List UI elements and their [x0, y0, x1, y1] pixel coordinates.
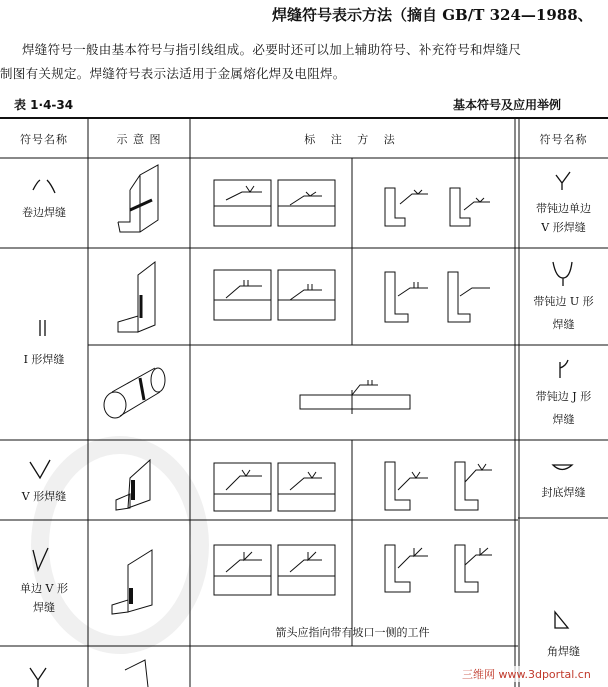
blunt-u-label-1: 带钝边 U 形 [533, 295, 594, 308]
page-title: 焊缝符号表示方法（摘自 GB/T 324—1988、 [272, 6, 593, 24]
blunt-j-label-1: 带钝边 J 形 [535, 390, 592, 403]
header-notation: 标 注 方 法 [304, 133, 401, 146]
bevel-weld-label-2: 焊缝 [33, 601, 55, 614]
fillet-symbol [555, 612, 568, 628]
header-symbol-name: 符号名称 [20, 133, 68, 146]
fillet-weld-label: 角焊缝 [547, 645, 580, 658]
backing-weld-label: 封底焊缝 [541, 486, 586, 499]
v-groove-weld-label: V 形焊缝 [21, 490, 67, 503]
blunt-u-label-2: 焊缝 [552, 318, 575, 331]
intro-line-2: 制图有关规定。焊缝符号表示法适用于金属熔化焊及电阻焊。 [0, 66, 346, 81]
blunt-v-label-1: 带钝边单边 [536, 202, 591, 215]
backing-symbol [553, 465, 572, 470]
intro-line-1: 焊缝符号一般由基本符号与指引线组成。必要时还可以加上辅助符号、补充符号和焊缝尺 [22, 42, 522, 57]
blunt-v-label-2: V 形焊缝 [541, 221, 586, 234]
bevel-note: 箭头应指向带有坡口一侧的工件 [275, 626, 430, 639]
table-caption: 基本符号及应用举例 [453, 98, 562, 112]
flange-weld-label: 卷边焊缝 [22, 206, 66, 219]
blunt-j-label-2: 焊缝 [552, 413, 575, 426]
watermark-text: 三维网 www.3dportal.cn [462, 668, 591, 681]
watermark-stamp [20, 430, 220, 660]
bevel-weld-label-1: 单边 V 形 [20, 582, 68, 595]
blunt-v-symbol [556, 172, 570, 190]
blunt-j-symbol [560, 360, 568, 378]
blunt-u-symbol [553, 262, 572, 286]
table-number: 表 1·4-34 [14, 98, 74, 112]
header-diagram: 示 意 图 [116, 133, 162, 146]
header-symbol-name-right: 符号名称 [539, 133, 588, 146]
i-groove-weld-label: I 形焊缝 [23, 353, 65, 366]
